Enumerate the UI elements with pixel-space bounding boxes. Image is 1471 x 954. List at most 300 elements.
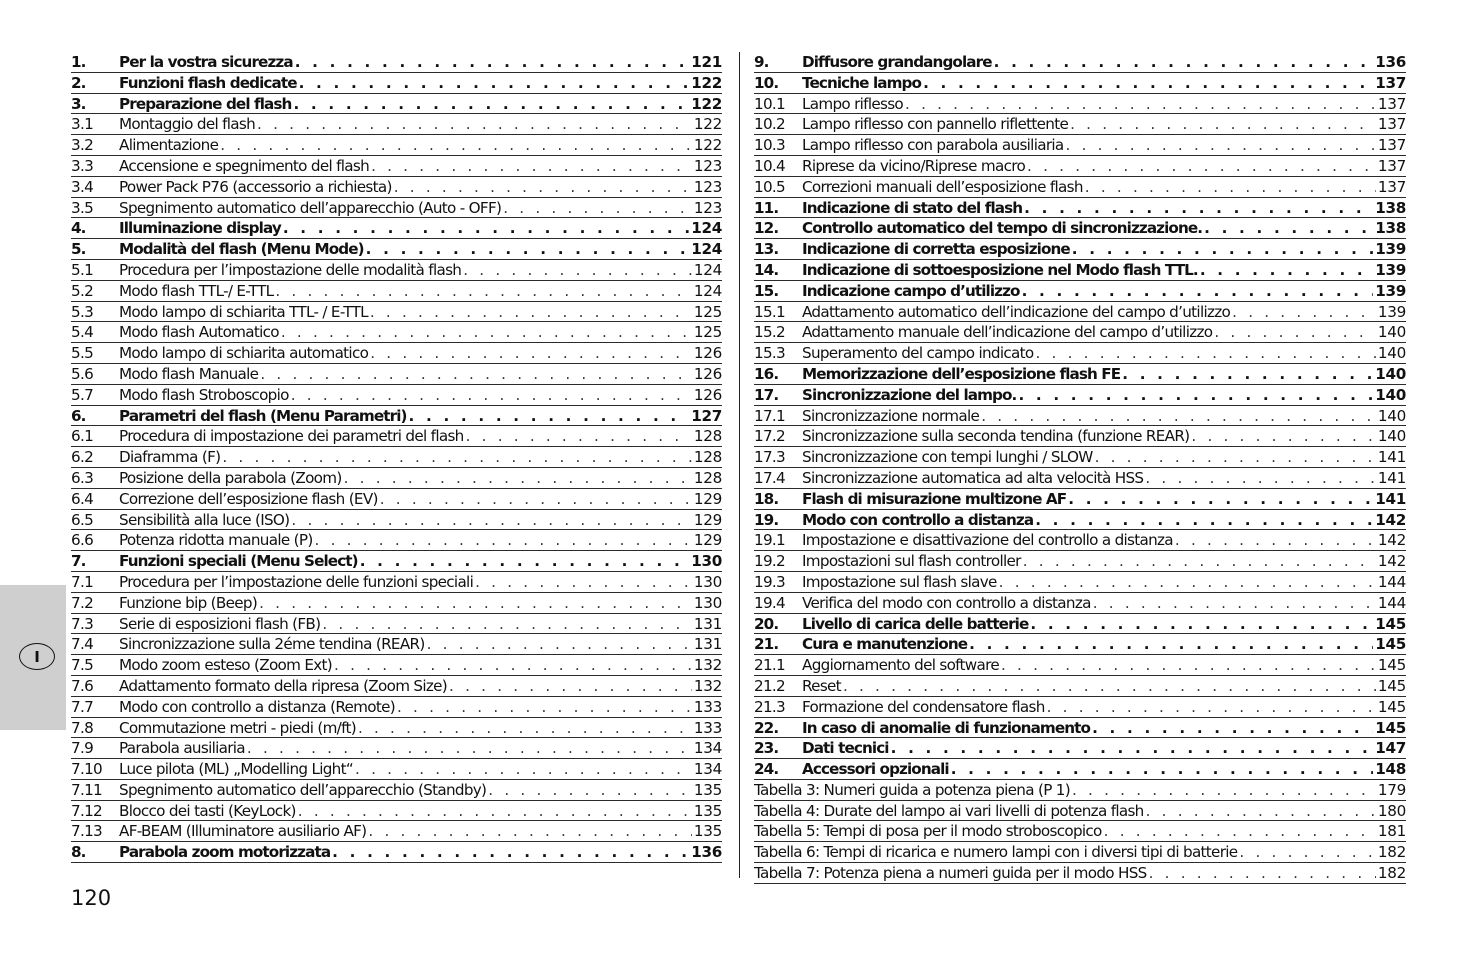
toc-entry <box>71 281 722 302</box>
toc-entry <box>754 114 1406 135</box>
toc-entry-page: 140 <box>1377 323 1406 342</box>
toc-entry <box>71 322 722 343</box>
toc-entry-title: Aggiornamento del software <box>802 656 999 675</box>
toc-entry-title: Tabella 7: Potenza piena a numeri guida per il modo HSS <box>754 864 1147 883</box>
toc-entry <box>71 406 722 427</box>
toc-entry-page: 139 <box>1375 240 1406 259</box>
toc-entry-page: 125 <box>693 302 722 321</box>
toc-entry-number: 21.2 <box>754 676 786 695</box>
toc-entry <box>754 426 1406 447</box>
toc-entry-page: 123 <box>693 156 722 175</box>
toc-entry-title: Modalità del flash (Menu Mode) <box>119 240 364 259</box>
toc-entry <box>754 468 1406 489</box>
toc-entry <box>71 489 722 510</box>
toc-left-column <box>71 52 722 863</box>
toc-entry-page: 133 <box>693 718 722 737</box>
toc-entry-number: 6. <box>71 406 86 425</box>
toc-entry-number: 18. <box>754 489 779 508</box>
toc-entry-page: 134 <box>693 760 722 779</box>
dot-leader <box>332 842 689 863</box>
toc-entry-number: 5.7 <box>71 385 94 404</box>
dot-leader <box>299 73 690 94</box>
toc-entry <box>71 718 722 739</box>
toc-entry-number: 9. <box>754 53 769 71</box>
dot-leader <box>1001 655 1376 676</box>
toc-entry-title: Modo lampo di schiarita TTL- / E-TTL <box>119 302 368 321</box>
toc-entry-title: Correzione dell’esposizione flash (EV) <box>119 489 378 508</box>
toc-entry <box>71 426 722 447</box>
toc-entry <box>71 260 722 281</box>
toc-entry-number: 15. <box>754 281 779 300</box>
toc-entry <box>71 593 722 614</box>
toc-entry <box>754 551 1406 572</box>
toc-entry-page: 122 <box>691 73 722 92</box>
toc-entry-title: Modo con controllo a distanza <box>802 510 1034 529</box>
toc-entry-title: Sincronizzazione normale <box>802 406 980 425</box>
toc-entry-title: Blocco dei tasti (KeyLock) <box>119 801 296 820</box>
toc-entry-page: 138 <box>1375 219 1406 238</box>
toc-entry <box>754 447 1406 468</box>
dot-leader <box>380 489 692 510</box>
toc-entry-title: Posizione della parabola (Zoom) <box>119 468 342 487</box>
dot-leader <box>1030 614 1373 635</box>
toc-entry-title: Modo flash Automatico <box>119 323 279 342</box>
toc-entry-number: 11. <box>754 198 779 217</box>
toc-entry-title: Parametri del flash (Menu Parametri) <box>119 406 407 425</box>
dot-leader <box>1027 156 1376 177</box>
dot-leader <box>222 447 692 468</box>
toc-entry-title: Formazione del condensatore flash <box>802 697 1045 716</box>
toc-entry <box>71 801 722 822</box>
dot-leader <box>344 468 692 489</box>
toc-entry <box>754 614 1406 635</box>
toc-entry <box>754 655 1406 676</box>
toc-entry-number: 16. <box>754 364 779 383</box>
toc-entry <box>754 343 1406 364</box>
dot-leader <box>1149 863 1376 884</box>
dot-leader <box>1072 239 1373 260</box>
toc-entry-number: 7.1 <box>71 572 94 591</box>
toc-entry <box>71 343 722 364</box>
toc-entry <box>71 551 722 572</box>
toc-entry-title: Impostazione e disattivazione del controllo a distanza <box>802 531 1173 550</box>
toc-entry <box>71 614 722 635</box>
dot-leader <box>994 52 1374 73</box>
toc-entry-title: In caso di anomalie di funzionamento <box>802 718 1091 737</box>
toc-entry-number: 21.3 <box>754 697 786 716</box>
dot-leader <box>1023 551 1376 572</box>
toc-entry-page: 137 <box>1377 177 1406 196</box>
toc-entry-page: 135 <box>693 780 722 799</box>
dot-leader <box>275 281 692 302</box>
toc-entry-page: 131 <box>693 635 722 654</box>
dot-leader <box>293 94 689 115</box>
dot-leader <box>1047 697 1376 718</box>
toc-entry-title: Serie di esposizioni flash (FB) <box>119 614 321 633</box>
dot-leader <box>1122 364 1373 385</box>
dot-leader <box>315 530 692 551</box>
dot-leader <box>1085 177 1376 198</box>
dot-leader <box>283 218 689 239</box>
toc-entry-number: 7.2 <box>71 593 94 612</box>
dot-leader <box>1214 322 1376 343</box>
toc-entry <box>754 634 1406 655</box>
toc-entry <box>71 364 722 385</box>
toc-entry-title: Diaframma (F) <box>119 448 221 467</box>
toc-entry <box>71 655 722 676</box>
toc-entry-number: 12. <box>754 219 779 238</box>
toc-entry-number: 17.3 <box>754 448 786 467</box>
toc-entry-number: 7. <box>71 552 86 571</box>
toc-entry-number: 3.1 <box>71 115 94 134</box>
toc-entry-page: 140 <box>1377 406 1406 425</box>
toc-entry-number: 5.5 <box>71 344 94 363</box>
toc-entry-title: Superamento del campo indicato <box>802 344 1034 363</box>
toc-entry <box>71 697 722 718</box>
dot-leader <box>1146 801 1376 822</box>
toc-entry <box>754 156 1406 177</box>
toc-entry-number: 5. <box>71 240 86 259</box>
toc-entry-title: Diffusore grandangolare <box>802 53 992 71</box>
toc-entry-title: Power Pack P76 (accessorio a richiesta) <box>119 177 392 196</box>
toc-entry <box>71 156 722 177</box>
toc-entry <box>754 863 1406 884</box>
toc-entry-number: 7.3 <box>71 614 94 633</box>
toc-entry-number: 4. <box>71 219 86 238</box>
toc-entry <box>71 510 722 531</box>
toc-entry-page: 130 <box>693 593 722 612</box>
toc-entry-number: 6.4 <box>71 489 94 508</box>
toc-entry-number: 7.11 <box>71 780 103 799</box>
toc-entry-title: Flash di misurazione multizone AF <box>802 489 1067 508</box>
toc-entry-number: 19. <box>754 510 779 529</box>
toc-entry-number: 2. <box>71 73 86 92</box>
toc-entry-page: 137 <box>1377 136 1406 155</box>
toc-entry-page: 145 <box>1377 697 1406 716</box>
toc-entry <box>71 780 722 801</box>
dot-leader <box>394 177 692 198</box>
toc-entry-title: Funzione bip (Beep) <box>119 593 258 612</box>
toc-entry-title: Reset <box>802 676 841 695</box>
toc-entry-title: Spegnimento automatico dell’apparecchio (Auto - OFF) <box>119 198 502 217</box>
dot-leader <box>999 572 1376 593</box>
toc-entry-number: 21. <box>754 635 779 654</box>
toc-entry-number: 20. <box>754 614 779 633</box>
toc-entry-title: Alimentazione <box>119 136 219 155</box>
dot-leader <box>409 406 690 427</box>
toc-entry-number: 7.5 <box>71 656 94 675</box>
toc-entry <box>71 821 722 842</box>
toc-entry-page: 138 <box>1375 198 1406 217</box>
toc-entry-number: 7.7 <box>71 697 94 716</box>
toc-entry-title: Sensibilità alla luce (ISO) <box>119 510 290 529</box>
toc-entry <box>754 52 1406 73</box>
toc-entry-page: 140 <box>1375 364 1406 383</box>
dot-leader <box>1018 385 1373 406</box>
toc-entry <box>71 842 722 863</box>
toc-entry-title: Sincronizzazione con tempi lunghi / SLOW <box>802 448 1093 467</box>
toc-entry-title: Livello di carica delle batterie <box>802 614 1029 633</box>
toc-entry-title: Indicazione di corretta esposizione <box>802 240 1070 259</box>
dot-leader <box>1175 530 1376 551</box>
dot-leader <box>1070 114 1376 135</box>
toc-entry-title: Accensione e spegnimento del flash <box>119 156 370 175</box>
toc-entry-title: Preparazione del flash <box>119 94 292 113</box>
toc-entry-title: Modo zoom esteso (Zoom Ext) <box>119 656 333 675</box>
toc-entry-number: 6.1 <box>71 427 94 446</box>
toc-entry-number: 17.2 <box>754 427 786 446</box>
toc-entry <box>71 302 722 323</box>
toc-entry-number: 7.12 <box>71 801 103 820</box>
toc-entry-page: 139 <box>1377 302 1406 321</box>
toc-right-column <box>754 52 1406 884</box>
toc-entry <box>754 73 1406 94</box>
toc-entry <box>754 489 1406 510</box>
dot-leader <box>891 738 1374 759</box>
dot-leader <box>368 821 692 842</box>
toc-entry-page: 182 <box>1377 843 1406 862</box>
toc-entry <box>71 239 722 260</box>
toc-entry-number: 19.1 <box>754 531 786 550</box>
toc-entry <box>754 218 1406 239</box>
dot-leader <box>322 614 692 635</box>
toc-entry-number: 13. <box>754 240 779 259</box>
toc-entry-title: Modo lampo di schiarita automatico <box>119 344 369 363</box>
toc-entry-page: 145 <box>1377 656 1406 675</box>
toc-entry <box>754 801 1406 822</box>
toc-entry-number: 5.2 <box>71 281 94 300</box>
toc-entry-title: Riprese da vicino/Riprese macro <box>802 156 1026 175</box>
toc-entry-number: 3.3 <box>71 156 94 175</box>
toc-entry <box>754 821 1406 842</box>
dot-leader <box>1095 447 1376 468</box>
toc-entry-page: 129 <box>693 489 722 508</box>
dot-leader <box>397 697 692 718</box>
toc-entry-page: 139 <box>1375 260 1406 279</box>
toc-entry-number: 6.5 <box>71 510 94 529</box>
toc-entry-title: Indicazione di stato del flash <box>802 198 1023 217</box>
toc-entry-page: 126 <box>693 344 722 363</box>
toc-entry <box>71 73 722 94</box>
toc-entry-title: Modo flash Stroboscopio <box>119 385 289 404</box>
toc-entry-title: Impostazioni sul flash controller <box>802 552 1021 571</box>
toc-entry-page: 127 <box>691 406 722 425</box>
toc-entry-number: 17.1 <box>754 406 786 425</box>
toc-entry-number: 7.8 <box>71 718 94 737</box>
toc-entry-title: Modo flash TTL-/ E-TTL <box>119 281 274 300</box>
dot-leader <box>843 676 1376 697</box>
toc-entry <box>754 239 1406 260</box>
toc-entry-page: 182 <box>1377 864 1406 883</box>
toc-entry-page: 179 <box>1377 780 1406 799</box>
dot-leader <box>951 759 1373 780</box>
dot-leader <box>1036 343 1376 364</box>
toc-entry-title: Impostazione sul flash slave <box>802 572 997 591</box>
toc-entry-title: Lampo riflesso con pannello riflettente <box>802 115 1069 134</box>
toc-entry-title: AF-BEAM (Illuminatore ausiliario AF) <box>119 822 367 841</box>
toc-entry <box>754 759 1406 780</box>
toc-entry <box>71 676 722 697</box>
toc-entry-page: 142 <box>1375 510 1406 529</box>
toc-entry-title: Parabola zoom motorizzata <box>119 843 331 862</box>
dot-leader <box>1191 426 1376 447</box>
toc-entry <box>754 718 1406 739</box>
dot-leader <box>1035 510 1373 531</box>
toc-entry-title: Montaggio del flash <box>119 115 256 134</box>
toc-entry-page: 121 <box>691 53 722 71</box>
toc-entry-title: Tabella 6: Tempi di ricarica e numero lampi con i diversi tipi di batterie <box>754 843 1238 862</box>
toc-entry-page: 124 <box>691 219 722 238</box>
toc-entry-page: 181 <box>1377 822 1406 841</box>
toc-entry <box>754 177 1406 198</box>
toc-entry-title: Commutazione metri - piedi (m/ft) <box>119 718 356 737</box>
column-divider <box>739 52 740 878</box>
toc-entry-page: 137 <box>1377 156 1406 175</box>
toc-entry-title: Indicazione campo d’utilizzo <box>802 281 1020 300</box>
toc-entry-title: Sincronizzazione sulla seconda tendina (funzione REAR) <box>802 427 1190 446</box>
dot-leader <box>475 572 692 593</box>
toc-entry-title: Cura e manutenzione <box>802 635 968 654</box>
toc-entry <box>754 780 1406 801</box>
toc-entry-page: 132 <box>693 656 722 675</box>
toc-entry <box>754 530 1406 551</box>
toc-entry-page: 180 <box>1377 801 1406 820</box>
toc-entry-page: 144 <box>1377 572 1406 591</box>
toc-entry-page: 124 <box>693 281 722 300</box>
dot-leader <box>371 156 692 177</box>
toc-entry-title: Luce pilota (ML) „Modelling Light“ <box>119 760 354 779</box>
toc-entry-page: 148 <box>1375 760 1406 779</box>
dot-leader <box>1066 135 1376 156</box>
toc-entry-page: 134 <box>693 739 722 758</box>
toc-entry-page: 137 <box>1377 115 1406 134</box>
toc-entry <box>754 572 1406 593</box>
dot-leader <box>295 52 689 73</box>
dot-leader <box>366 239 690 260</box>
toc-entry <box>71 759 722 780</box>
toc-entry-number: 3. <box>71 94 86 113</box>
toc-entry <box>754 281 1406 302</box>
toc-entry-page: 126 <box>693 364 722 383</box>
toc-entry-title: Tabella 5: Tempi di posa per il modo stroboscopico <box>754 822 1102 841</box>
toc-entry-title: Accessori opzionali <box>802 760 949 779</box>
toc-entry-title: Tabella 4: Durate del lampo ai vari livelli di potenza flash <box>754 801 1144 820</box>
toc-entry-title: Modo con controllo a distanza (Remote) <box>119 697 395 716</box>
toc-entry-number: 6.6 <box>71 531 94 550</box>
toc-entry-title: Illuminazione display <box>119 219 281 238</box>
toc-entry-title: Indicazione di sottoesposizione nel Modo flash TTL. <box>802 260 1198 279</box>
dot-leader <box>1093 593 1376 614</box>
toc-entry-number: 5.3 <box>71 302 94 321</box>
dot-leader <box>1068 489 1373 510</box>
toc-entry-title: Procedura di impostazione dei parametri del flash <box>119 427 464 446</box>
toc-entry <box>71 447 722 468</box>
dot-leader <box>1072 780 1376 801</box>
dot-leader <box>370 343 692 364</box>
dot-leader <box>360 551 689 572</box>
toc-entry <box>71 135 722 156</box>
toc-entry-title: Procedura per l’impostazione delle funzioni speciali <box>119 572 474 591</box>
toc-entry-number: 19.2 <box>754 552 786 571</box>
toc-entry-page: 136 <box>691 843 722 862</box>
dot-leader <box>427 634 692 655</box>
dot-leader <box>503 198 692 219</box>
toc-entry-number: 8. <box>71 843 86 862</box>
dot-leader <box>1204 218 1373 239</box>
toc-entry-title: Funzioni flash dedicate <box>119 73 297 92</box>
toc-entry-title: Adattamento automatico dell’indicazione del campo d’utilizzo <box>802 302 1231 321</box>
toc-entry-title: Potenza ridotta manuale (P) <box>119 531 313 550</box>
toc-entry <box>71 94 722 115</box>
toc-entry-title: Correzioni manuali dell’esposizione flash <box>802 177 1083 196</box>
toc-entry-number: 22. <box>754 718 779 737</box>
dot-leader <box>981 406 1376 427</box>
toc-entry-page: 142 <box>1377 552 1406 571</box>
toc-entry-number: 21.1 <box>754 656 786 675</box>
page-number: 120 <box>71 886 112 910</box>
toc-entry-title: Procedura per l’impostazione delle modalità flash <box>119 260 462 279</box>
toc-entry-page: 122 <box>691 94 722 113</box>
toc-entry <box>71 385 722 406</box>
dot-leader <box>259 593 692 614</box>
toc-entry-number: 7.6 <box>71 676 94 695</box>
toc-entry-page: 124 <box>691 240 722 259</box>
dot-leader <box>463 260 692 281</box>
toc-entry-page: 135 <box>693 822 722 841</box>
toc-entry-page: 137 <box>1377 94 1406 113</box>
toc-entry-title: Tecniche lampo <box>802 73 922 92</box>
dot-leader <box>355 759 692 780</box>
toc-entry-number: 24. <box>754 760 779 779</box>
toc-entry-page: 135 <box>693 801 722 820</box>
toc-entry <box>754 322 1406 343</box>
dot-leader <box>257 114 692 135</box>
toc-entry-page: 140 <box>1377 427 1406 446</box>
toc-entry <box>71 634 722 655</box>
toc-entry <box>754 198 1406 219</box>
toc-entry-page: 145 <box>1377 676 1406 695</box>
dot-leader <box>370 302 692 323</box>
toc-entry <box>754 364 1406 385</box>
toc-entry-title: Tabella 3: Numeri guida a potenza piena (P 1) <box>754 780 1070 799</box>
dot-leader <box>334 655 692 676</box>
toc-entry <box>754 510 1406 531</box>
toc-entry-number: 15.3 <box>754 344 786 363</box>
toc-entry-page: 128 <box>693 468 722 487</box>
toc-entry-number: 7.9 <box>71 739 94 758</box>
toc-entry-title: Memorizzazione dell’esposizione flash FE <box>802 364 1121 383</box>
toc-entry-title: Sincronizzazione automatica ad alta velocità HSS <box>802 468 1144 487</box>
toc-entry-number: 3.2 <box>71 136 94 155</box>
toc-entry-page: 140 <box>1375 385 1406 404</box>
toc-entry-page: 145 <box>1375 614 1406 633</box>
toc-entry-page: 128 <box>693 427 722 446</box>
toc-entry <box>71 198 722 219</box>
toc-entry-page: 145 <box>1375 718 1406 737</box>
dot-leader <box>1104 821 1376 842</box>
toc-entry <box>754 302 1406 323</box>
toc-entry-title: Adattamento manuale dell’indicazione del campo d’utilizzo <box>802 323 1213 342</box>
dot-leader <box>923 73 1373 94</box>
toc-entry-title: Adattamento formato della ripresa (Zoom Size) <box>119 676 448 695</box>
toc-entry-number: 14. <box>754 260 779 279</box>
toc-entry <box>71 114 722 135</box>
dot-leader <box>247 738 692 759</box>
dot-leader <box>1024 198 1373 219</box>
toc-entry <box>71 52 722 73</box>
toc-entry <box>71 177 722 198</box>
toc-entry-page: 139 <box>1375 281 1406 300</box>
